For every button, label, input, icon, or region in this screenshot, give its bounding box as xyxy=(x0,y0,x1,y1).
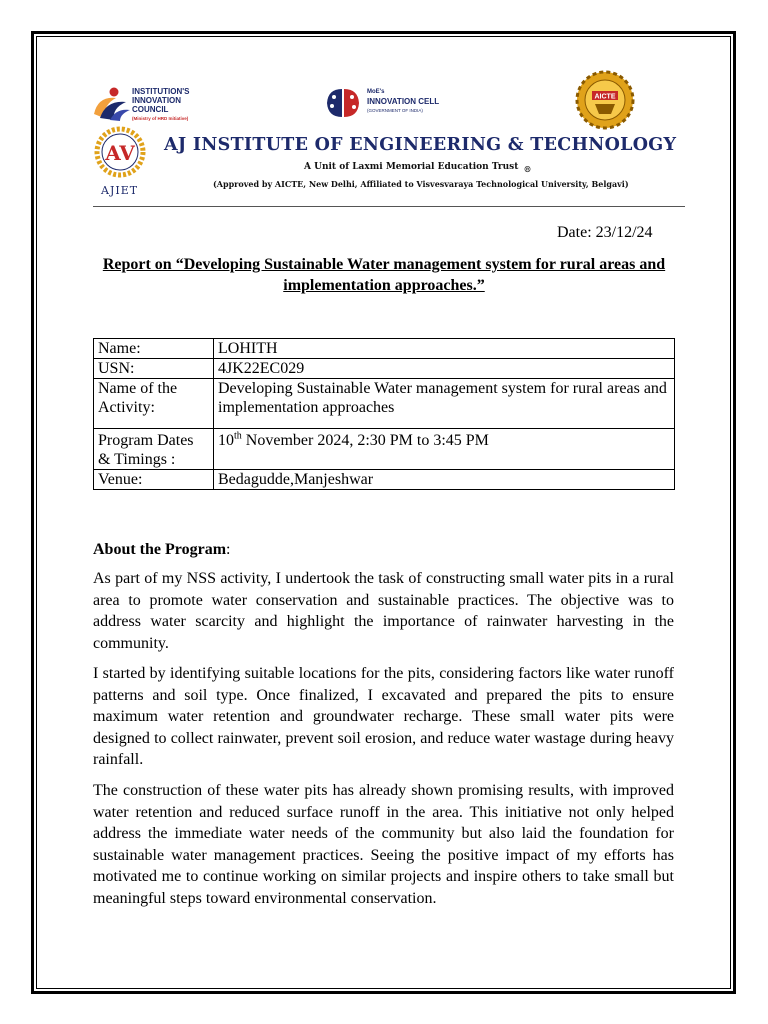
usn-value: 4JK22EC029 xyxy=(214,359,675,379)
activity-value: Developing Sustainable Water management system for rural areas and implementation approaches xyxy=(214,379,675,429)
name-label: Name: xyxy=(94,339,214,359)
table-row xyxy=(94,339,675,359)
table-row xyxy=(94,359,675,379)
ajiet-logo-text: AJIET xyxy=(101,184,139,197)
ajiet-monogram: AV xyxy=(105,141,135,165)
dates-rest: November 2024, 2:30 PM to 3:45 PM xyxy=(241,432,489,449)
iic-line2: INNOVATION xyxy=(132,96,182,105)
report-date: Date: 23/12/24 xyxy=(557,224,653,241)
trust-line: A Unit of Laxmi Memorial Education Trust xyxy=(304,162,519,172)
iic-line3: COUNCIL xyxy=(132,105,169,114)
about-heading-colon: : xyxy=(226,541,231,558)
aicte-logo-icon xyxy=(575,70,635,130)
usn-label: USN: xyxy=(94,359,214,379)
aicte-badge-text: AICTE xyxy=(594,93,616,101)
header-divider xyxy=(93,206,685,207)
venue-value: Bedagudde,Manjeshwar xyxy=(214,470,675,490)
report-title: Report on “Developing Sustainable Water management system for rural areas and implementation approaches.” xyxy=(102,256,666,294)
dates-suffix: th xyxy=(234,430,242,442)
table-row xyxy=(94,429,675,470)
about-heading-text: About the Program xyxy=(93,541,227,558)
paragraph-1: As part of my NSS activity, I undertook the task of constructing small water pits in a rural area to promote water conservation and sustainable practices. The objective was to address water scarcity and highlight the importance of rainwater harvesting in the community. xyxy=(93,570,674,652)
paragraph-2: I started by identifying suitable locations for the pits, considering factors like water runoff patterns and soil type. Once finalized, I excavated and prepared the pits to ensure maximum water retention and groundwater recharge. These small water pits were designed to collect rainwater, prevent soil erosion, and reduce water wastage during heavy rainfall. xyxy=(93,665,674,768)
activity-label: Name of the Activity: xyxy=(94,379,214,429)
table-row xyxy=(94,379,675,429)
iic-logo-icon xyxy=(90,84,132,122)
details-table xyxy=(93,338,675,490)
dates-value xyxy=(214,429,675,470)
moe-innovation-cell-icon xyxy=(322,86,364,120)
venue-label: Venue: xyxy=(94,470,214,490)
iic-line1: INSTITUTION'S xyxy=(132,87,190,96)
moe-line1: MoE's xyxy=(367,89,385,95)
about-heading xyxy=(93,541,230,559)
moe-line2: INNOVATION CELL xyxy=(367,97,440,106)
moe-sub: (GOVERNMENT OF INDIA) xyxy=(367,108,423,113)
dates-label: Program Dates & Timings : xyxy=(94,429,214,470)
iic-sub: (Ministry of HRD Initiative) xyxy=(132,116,189,121)
paragraph-3: The construction of these water pits has already shown promising results, with improved water retention and reduced surface runoff in the area. This initiative not only helped address the immediate water needs of the community but also laid the foundation for sustainable water management practices. Seeing the positive impact of my efforts has motivated me to continue working on similar projects and inspire others to take small but meaningful steps toward environmental conservation. xyxy=(93,782,674,907)
approval-line: (Approved by AICTE, New Delhi, Affiliated to Visvesvaraya Technological University, Belgavi) xyxy=(213,179,629,189)
table-row xyxy=(94,470,675,490)
registered-mark: ® xyxy=(523,164,532,174)
name-value: LOHITH xyxy=(214,339,675,359)
institute-name: AJ INSTITUTE OF ENGINEERING & TECHNOLOGY xyxy=(164,135,677,155)
ajiet-logo-icon xyxy=(88,124,152,182)
dates-day: 10 xyxy=(218,432,234,449)
